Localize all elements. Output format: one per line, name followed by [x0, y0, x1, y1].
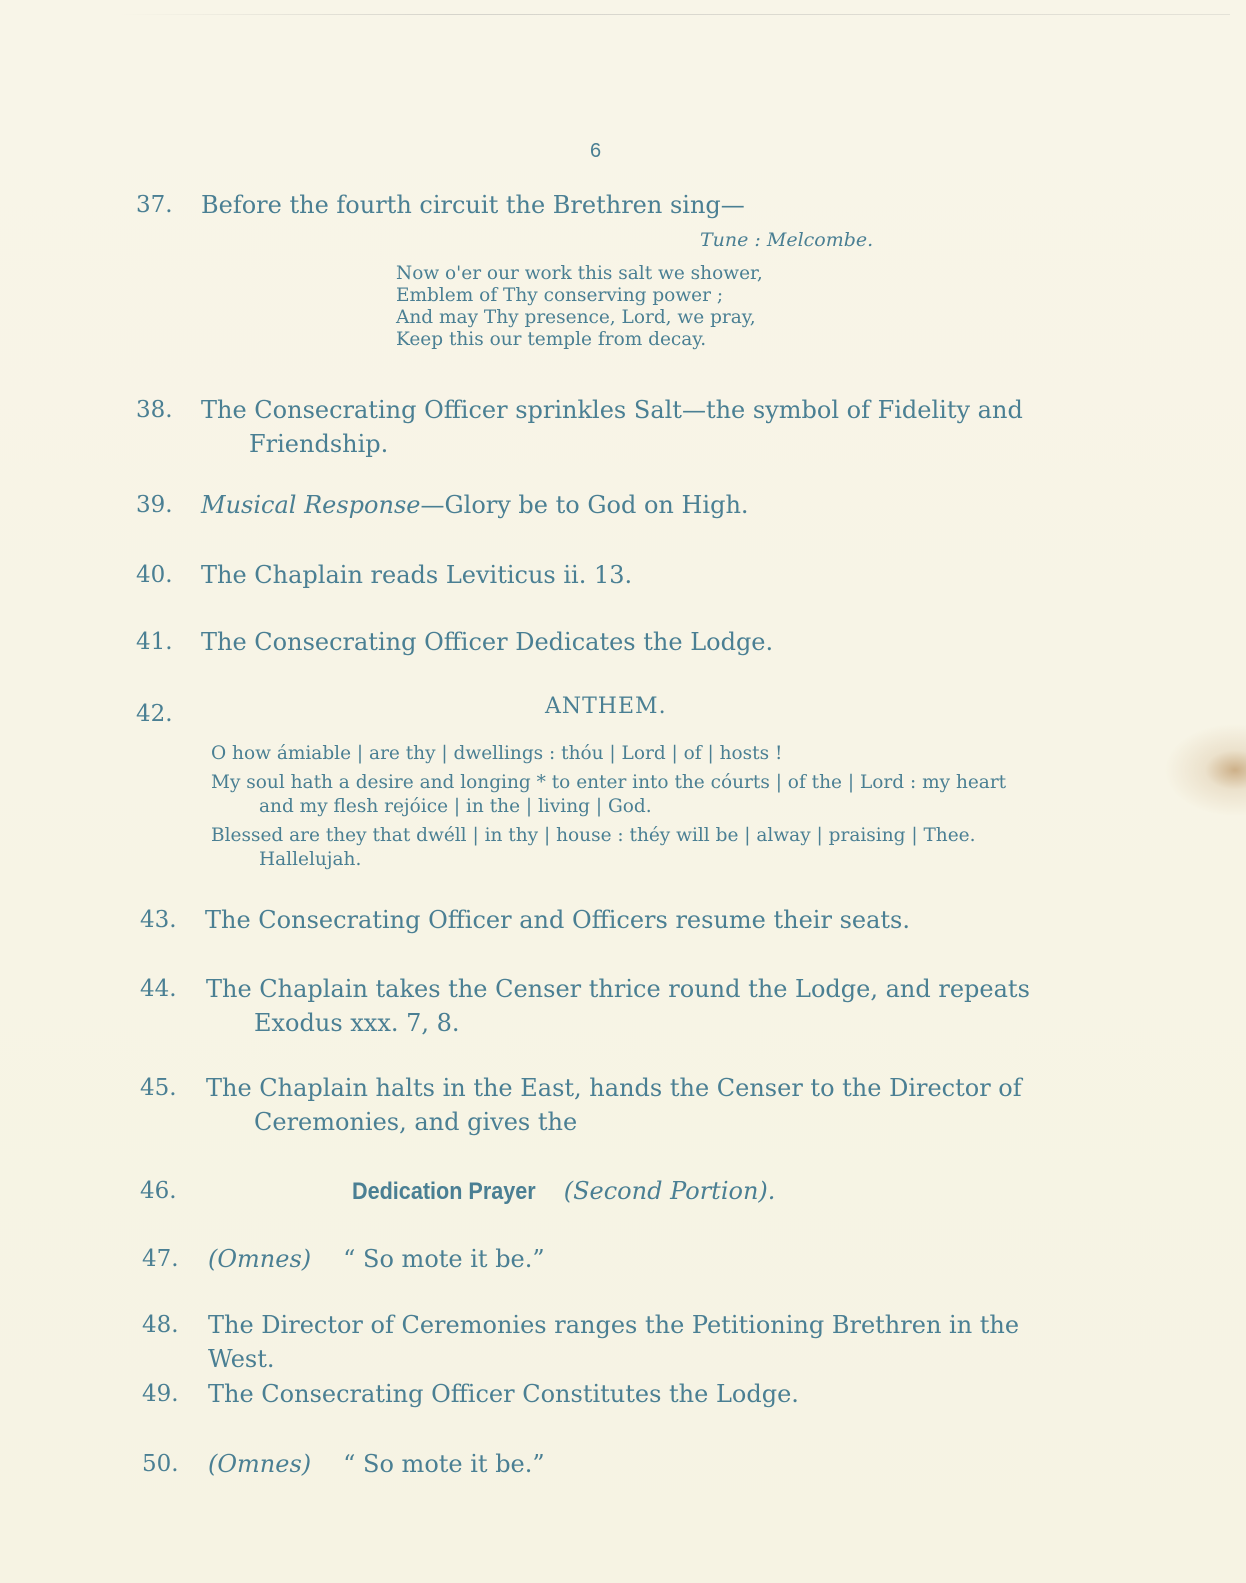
item-number: 42. [136, 701, 173, 727]
item-text: The Consecrating Officer Dedicates the Lodge. [201, 628, 774, 656]
item-text [206, 1071, 1076, 1139]
item-line-continued: Exodus xxx. 7, 8. [254, 1009, 460, 1037]
item-number: 44. [140, 976, 177, 1002]
anthem-title: ANTHEM. [545, 694, 667, 719]
item-text: The Consecrating Officer and Officers resume their seats. [205, 906, 910, 934]
item-number: 47. [142, 1246, 179, 1272]
item-text: The Director of Ceremonies ranges the Petitioning Brethren in the West. [208, 1311, 1020, 1373]
item-number: 49. [142, 1381, 179, 1407]
item-text: Before the fourth circuit the Brethren sing— [201, 191, 745, 219]
item-number: 40. [136, 562, 173, 588]
item-text [201, 393, 1081, 461]
item-number: 38. [136, 397, 173, 423]
item-number: 41. [136, 629, 173, 655]
anthem-line: Blessed are they that dwéll | in thy | house : théy will be | alway | praising | Thee. [211, 825, 976, 846]
item-text: The Chaplain reads Leviticus ii. 13. [201, 561, 633, 589]
page-number: 6 [590, 140, 602, 162]
anthem-verse-3 [211, 824, 1081, 872]
anthem-line-continued: and my flesh rejóice | in the | living | God. [259, 796, 652, 817]
item-number: 50. [142, 1451, 179, 1477]
top-rule [120, 14, 1230, 15]
so-mote-it-be: “ So mote it be.” [343, 1450, 545, 1478]
hymn-line: Now o'er our work this salt we shower, [396, 263, 763, 284]
item-text [201, 488, 1081, 522]
item-line-continued: Ceremonies, and gives the [254, 1108, 578, 1136]
tune-name: Tune : Melcombe. [700, 229, 874, 251]
item-text [206, 972, 1076, 1040]
item-line: The Chaplain takes the Censer thrice round the Lodge, and repeats [206, 975, 1030, 1003]
item-number: 46. [140, 1178, 177, 1204]
item-number: 48. [142, 1312, 179, 1338]
dedication-prayer-title: Dedication Prayer [352, 1178, 536, 1205]
anthem-line-continued: Hallelujah. [259, 849, 362, 870]
item-number: 39. [136, 492, 173, 518]
hymn-verse [396, 263, 763, 351]
musical-response-label: Musical Response [201, 491, 421, 519]
dedication-prayer-subtitle: (Second Portion). [563, 1177, 776, 1205]
omnes-label: (Omnes) [208, 1450, 312, 1478]
anthem-verse-2 [211, 771, 1081, 819]
item-line: The Consecrating Officer sprinkles Salt—the symbol of Fidelity and [201, 396, 1023, 424]
hymn-line: Keep this our temple from decay. [396, 329, 707, 350]
item-number: 43. [140, 907, 177, 933]
anthem-line: My soul hath a desire and longing * to enter into the cóurts | of the | Lord : my heart [211, 772, 1007, 793]
item-text [208, 1447, 1088, 1481]
dedication-prayer-heading [352, 1174, 1232, 1209]
item-text: The Consecrating Officer Constitutes the Lodge. [208, 1380, 799, 1408]
musical-response-text: —Glory be to God on High. [420, 491, 749, 519]
omnes-label: (Omnes) [208, 1245, 312, 1273]
anthem-verse-1: O how ámiable | are thy | dwellings : thóu | Lord | of | hosts ! [211, 743, 783, 764]
item-line: The Chaplain halts in the East, hands the Censer to the Director of [206, 1074, 1022, 1102]
item-text [208, 1242, 1088, 1276]
so-mote-it-be: “ So mote it be.” [343, 1245, 545, 1273]
item-line-continued: Friendship. [249, 430, 389, 458]
hymn-line: And may Thy presence, Lord, we pray, [396, 307, 756, 328]
item-number: 37. [136, 192, 173, 218]
hymn-line: Emblem of Thy conserving power ; [396, 285, 724, 306]
item-number: 45. [140, 1075, 177, 1101]
